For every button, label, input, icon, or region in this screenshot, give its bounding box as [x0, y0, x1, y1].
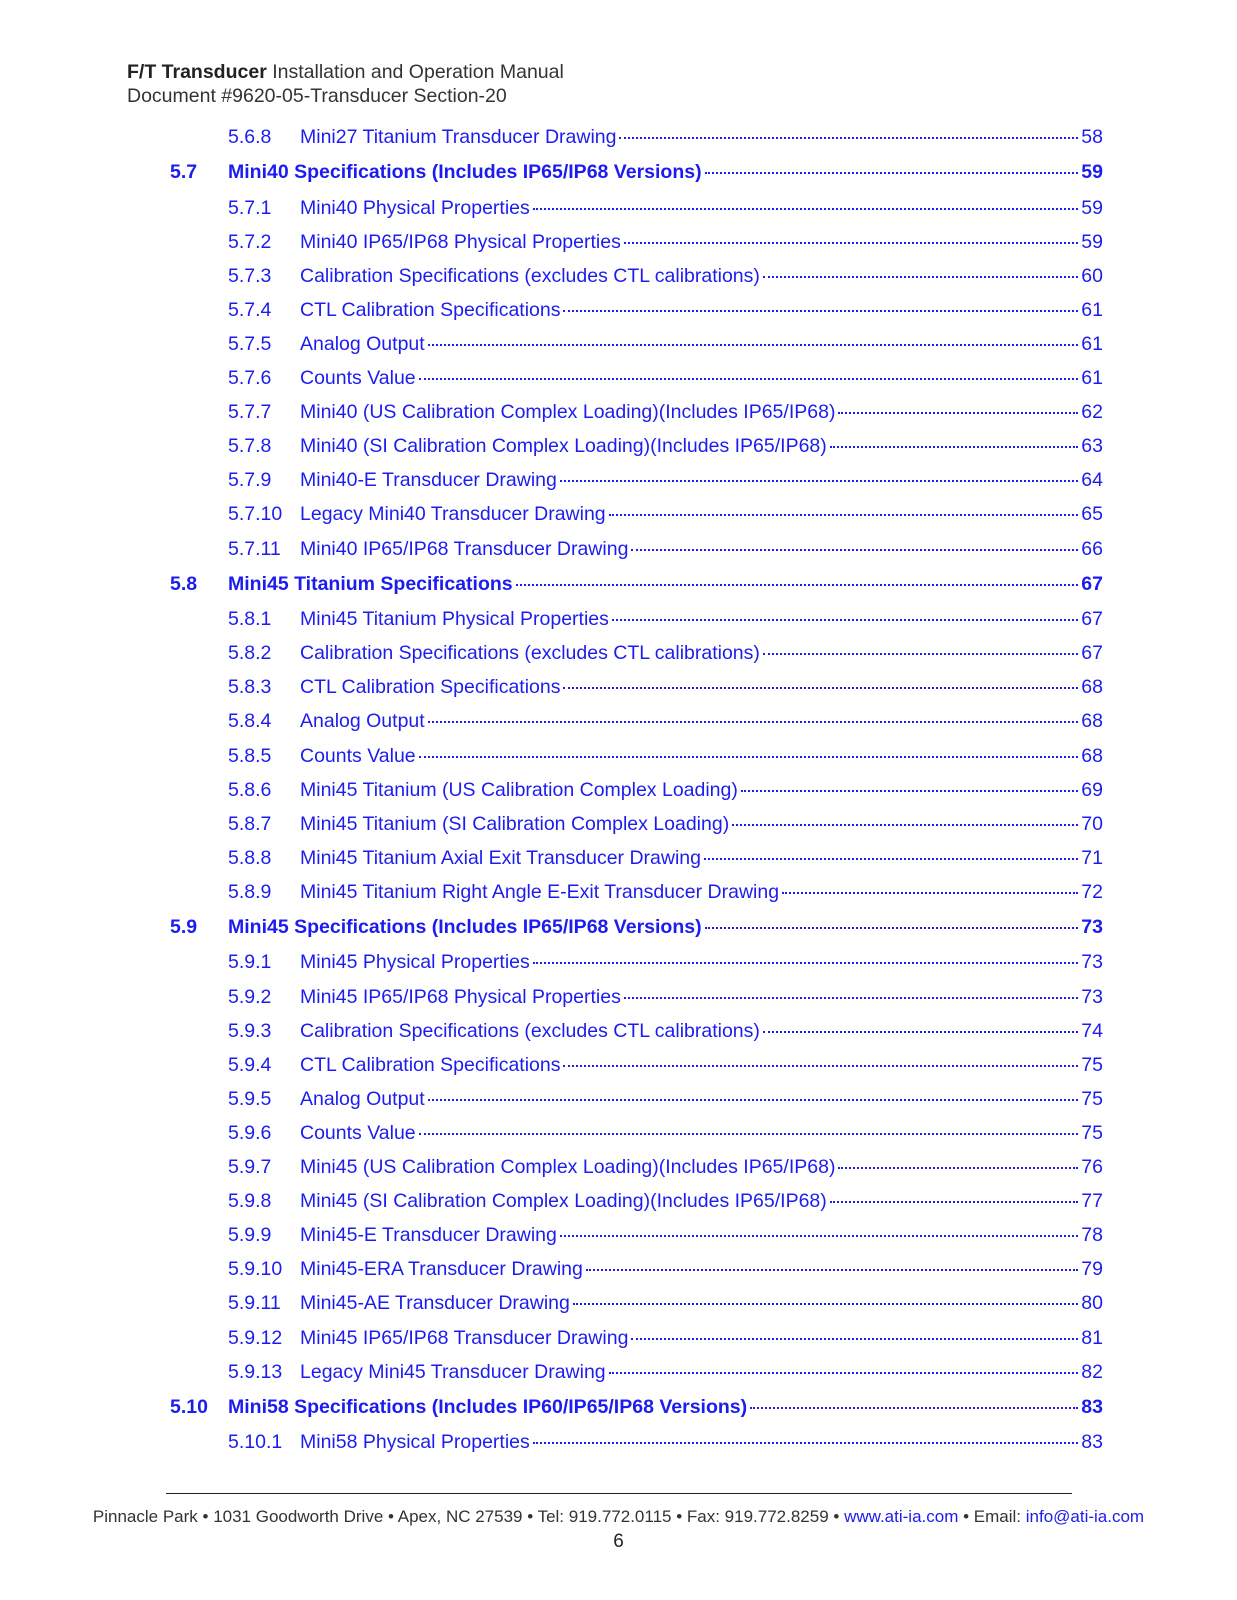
toc-entry-line	[300, 191, 1103, 225]
toc-section-entry[interactable]	[0, 1389, 1237, 1426]
dot-leader	[428, 344, 1079, 346]
manual-title	[127, 60, 564, 84]
toc-entry-title[interactable]: Mini45 Titanium (SI Calibration Complex Loading)	[300, 812, 730, 835]
toc-entry-page[interactable]: 82	[1081, 1360, 1103, 1383]
toc-entry-page[interactable]: 81	[1081, 1326, 1103, 1349]
toc-entry-title[interactable]: CTL Calibration Specifications	[300, 676, 561, 699]
toc-entry-title[interactable]: Mini58 Specifications (Includes IP60/IP65/IP68 Versions)	[228, 1395, 748, 1418]
dot-leader	[419, 378, 1079, 380]
toc-entry-number: 5.7.9	[228, 469, 272, 492]
toc-entry-title[interactable]: Mini45 Titanium Axial Exit Transducer Drawing	[300, 846, 701, 869]
toc-entry-line	[228, 154, 1103, 190]
dot-leader	[741, 790, 1078, 792]
toc-entry[interactable]	[0, 1218, 1237, 1252]
dot-leader	[586, 1269, 1078, 1271]
toc-entry[interactable]	[0, 945, 1237, 979]
toc-entry-title[interactable]: Counts Value	[300, 367, 416, 390]
toc-entry-line	[228, 1389, 1103, 1425]
toc-entry-page[interactable]: 73	[1081, 915, 1103, 938]
toc-entry-number: 5.9.11	[228, 1292, 281, 1315]
toc-entry[interactable]	[0, 327, 1237, 361]
dot-leader	[609, 1372, 1079, 1374]
toc-entry-line	[300, 773, 1103, 807]
toc-entry-page[interactable]: 74	[1081, 1019, 1103, 1042]
toc-entry-number: 5.7.8	[228, 435, 272, 458]
toc-entry-page[interactable]: 61	[1081, 367, 1103, 390]
toc-entry-title[interactable]: Mini45 IP65/IP68 Physical Properties	[300, 985, 621, 1008]
toc-entry-number: 5.9.12	[228, 1326, 283, 1349]
toc-entry-page[interactable]: 75	[1081, 1121, 1103, 1144]
toc-entry-line	[300, 1218, 1103, 1252]
toc-entry[interactable]	[0, 1252, 1237, 1286]
dot-leader	[533, 208, 1079, 210]
toc-entry-line	[300, 293, 1103, 327]
toc-entry-title[interactable]: Calibration Specifications (excludes CTL calibrations)	[300, 264, 760, 287]
toc-entry-title[interactable]: Analog Output	[300, 710, 425, 733]
toc-entry-line	[300, 1014, 1103, 1048]
toc-entry-number: 5.7.4	[228, 298, 272, 321]
toc-entry-title[interactable]: Mini40 IP65/IP68 Physical Properties	[300, 230, 621, 253]
footer-address: Pinnacle Park • 1031 Goodworth Drive • Apex, NC 27539 • Tel: 919.772.0115 • Fax: 919.772.8259 •	[92, 1507, 845, 1526]
toc-entry-number: 5.6.8	[228, 126, 272, 148]
footer-divider	[166, 1493, 1072, 1494]
toc-entry[interactable]	[0, 532, 1237, 566]
toc-entry-line	[300, 1286, 1103, 1320]
toc-entry[interactable]	[0, 1321, 1237, 1355]
toc-entry[interactable]	[0, 1048, 1237, 1082]
toc-entry-number: 5.9.1	[228, 951, 272, 974]
toc-entry-page[interactable]: 60	[1081, 264, 1103, 287]
toc-entry[interactable]	[0, 1082, 1237, 1116]
toc-entry[interactable]	[0, 259, 1237, 293]
toc-entry-number: 5.7.2	[228, 230, 272, 253]
toc-entry-title[interactable]: Mini40 IP65/IP68 Transducer Drawing	[300, 537, 629, 560]
toc-entry-page[interactable]: 78	[1081, 1224, 1103, 1247]
toc-entry-line	[300, 463, 1103, 497]
toc-entry[interactable]	[0, 602, 1237, 636]
toc-entry-page[interactable]: 68	[1081, 710, 1103, 733]
toc-entry-line	[300, 532, 1103, 566]
toc-entry-line	[300, 1150, 1103, 1184]
toc-entry-line	[300, 636, 1103, 670]
toc-entry-line	[300, 1082, 1103, 1116]
toc-entry-number: 5.10	[170, 1395, 208, 1418]
toc-entry[interactable]	[0, 361, 1237, 395]
toc-entry-line	[300, 602, 1103, 636]
toc-entry-line	[300, 739, 1103, 773]
toc-entry-title[interactable]: Mini45 Titanium (US Calibration Complex Loading)	[300, 778, 738, 801]
dot-leader	[763, 1031, 1078, 1033]
toc-entry-line	[300, 1355, 1103, 1389]
toc-entry-number: 5.7.1	[228, 196, 272, 219]
toc-entry-line	[228, 566, 1103, 602]
toc-entry[interactable]	[0, 463, 1237, 497]
toc-entry-page[interactable]: 75	[1081, 1087, 1103, 1110]
toc-entry-number: 5.9.6	[228, 1121, 272, 1144]
dot-leader	[612, 619, 1078, 621]
toc-entry-line	[300, 704, 1103, 738]
toc-entry-title[interactable]: Counts Value	[300, 744, 416, 767]
email-link[interactable]: info@ati-ia.com	[1025, 1507, 1145, 1526]
toc-entry-number: 5.9.4	[228, 1053, 272, 1076]
toc-entry[interactable]	[0, 636, 1237, 670]
toc-entry-line	[300, 497, 1103, 531]
dot-leader	[763, 276, 1078, 278]
toc-entry-line	[300, 670, 1103, 704]
toc-entry-page[interactable]: 75	[1081, 1053, 1103, 1076]
dot-leader	[428, 1099, 1079, 1101]
dot-leader	[705, 172, 1079, 174]
toc-entry-line	[228, 909, 1103, 945]
toc-entry-title[interactable]: Legacy Mini40 Transducer Drawing	[300, 503, 606, 526]
toc-entry[interactable]	[0, 670, 1237, 704]
toc-entry-title[interactable]: Mini45-E Transducer Drawing	[300, 1224, 557, 1247]
toc-entry-number: 5.9	[170, 915, 198, 938]
toc-entry-title[interactable]: Mini40 Specifications (Includes IP65/IP68 Versions)	[228, 161, 702, 184]
table-of-contents	[0, 120, 1237, 1459]
toc-entry[interactable]	[0, 1355, 1237, 1389]
toc-entry-page[interactable]: 61	[1081, 332, 1103, 355]
toc-entry-line	[300, 807, 1103, 841]
toc-entry-page[interactable]: 76	[1081, 1156, 1103, 1179]
dot-leader	[533, 1442, 1079, 1444]
toc-entry-line	[300, 259, 1103, 293]
toc-entry-number: 5.8.5	[228, 744, 272, 767]
toc-entry[interactable]	[0, 875, 1237, 909]
toc-entry-number: 5.9.5	[228, 1087, 272, 1110]
toc-entry-page[interactable]: 59	[1081, 230, 1103, 253]
dot-leader	[830, 1201, 1079, 1203]
toc-entry-page[interactable]: 83	[1081, 1431, 1103, 1454]
toc-entry-title[interactable]: Mini40 (SI Calibration Complex Loading)(Includes IP65/IP68)	[300, 435, 827, 458]
toc-entry-title[interactable]: Mini27 Titanium Transducer Drawing	[300, 126, 617, 148]
dot-leader	[624, 242, 1078, 244]
dot-leader	[573, 1303, 1078, 1305]
toc-entry-page[interactable]: 61	[1081, 298, 1103, 321]
toc-entry[interactable]	[0, 225, 1237, 259]
toc-entry-number: 5.7.5	[228, 332, 272, 355]
toc-entry-title[interactable]: Mini45 Titanium Specifications	[228, 572, 513, 595]
toc-entry-line	[300, 1321, 1103, 1355]
toc-entry-page[interactable]: 70	[1081, 812, 1103, 835]
toc-entry-number: 5.8	[170, 572, 198, 595]
dot-leader	[533, 962, 1079, 964]
toc-entry-line	[300, 1425, 1103, 1459]
dot-leader	[419, 756, 1079, 758]
dot-leader	[631, 549, 1078, 551]
toc-entry-line	[300, 980, 1103, 1014]
toc-entry-line	[300, 1116, 1103, 1150]
toc-entry-number: 5.9.2	[228, 985, 272, 1008]
toc-entry-number: 5.7.10	[228, 503, 283, 526]
toc-entry-page[interactable]: 58	[1081, 126, 1103, 148]
document-number: Document #9620-05-Transducer Section-20	[127, 85, 507, 107]
toc-entry-number: 5.9.13	[228, 1360, 283, 1383]
toc-entry-line	[300, 1048, 1103, 1082]
toc-entry-line	[300, 120, 1103, 154]
footer-email-label: • Email:	[958, 1507, 1026, 1526]
toc-entry-page[interactable]: 67	[1081, 608, 1103, 631]
toc-entry-number: 5.7.3	[228, 264, 272, 287]
toc-entry-page[interactable]: 72	[1081, 880, 1103, 903]
dot-leader	[560, 480, 1078, 482]
toc-entry-line	[300, 875, 1103, 909]
toc-entry-page[interactable]: 68	[1081, 744, 1103, 767]
dot-leader	[563, 310, 1078, 312]
toc-entry-line	[300, 1184, 1103, 1218]
toc-entry-title[interactable]: Counts Value	[300, 1121, 416, 1144]
toc-entry-title[interactable]: Mini45 Titanium Right Angle E-Exit Transducer Drawing	[300, 880, 780, 903]
toc-entry-title[interactable]: Mini45-AE Transducer Drawing	[300, 1292, 570, 1315]
toc-entry-title[interactable]: Mini45 Physical Properties	[300, 951, 530, 974]
toc-entry-number: 5.9.9	[228, 1224, 272, 1247]
toc-entry-page[interactable]: 62	[1081, 401, 1103, 424]
toc-entry-title[interactable]: Analog Output	[300, 1087, 425, 1110]
toc-entry-line	[300, 361, 1103, 395]
manual-subtitle: Installation and Operation Manual	[266, 61, 564, 83]
toc-entry-page[interactable]: 68	[1081, 676, 1103, 699]
dot-leader	[631, 1338, 1078, 1340]
dot-leader	[830, 446, 1079, 448]
dot-leader	[782, 892, 1078, 894]
toc-entry-number: 5.8.6	[228, 778, 272, 801]
toc-entry-number: 5.7.6	[228, 367, 272, 390]
dot-leader	[563, 1065, 1078, 1067]
toc-entry-page[interactable]: 64	[1081, 469, 1103, 492]
toc-entry-line	[300, 945, 1103, 979]
dot-leader	[705, 927, 1079, 929]
dot-leader	[838, 1167, 1078, 1169]
toc-entry-page[interactable]: 73	[1081, 985, 1103, 1008]
toc-entry-title[interactable]: Analog Output	[300, 332, 425, 355]
dot-leader	[838, 412, 1078, 414]
dot-leader	[624, 997, 1078, 999]
toc-entry-page[interactable]: 63	[1081, 435, 1103, 458]
toc-entry-page[interactable]: 66	[1081, 537, 1103, 560]
toc-entry-page[interactable]: 80	[1081, 1292, 1103, 1315]
toc-entry-number: 5.9.3	[228, 1019, 272, 1042]
toc-entry-title[interactable]: Legacy Mini45 Transducer Drawing	[300, 1360, 606, 1383]
toc-entry-line	[300, 841, 1103, 875]
toc-entry[interactable]	[0, 1150, 1237, 1184]
product-name: F/T Transducer	[127, 61, 267, 83]
dot-leader	[563, 687, 1078, 689]
page-footer	[0, 1507, 1237, 1527]
toc-entry[interactable]	[0, 1116, 1237, 1150]
toc-entry[interactable]	[0, 120, 1237, 154]
toc-entry-page[interactable]: 79	[1081, 1258, 1103, 1281]
page-number: 6	[613, 1531, 624, 1552]
toc-entry[interactable]	[0, 1184, 1237, 1218]
toc-section-entry[interactable]	[0, 154, 1237, 191]
toc-section-entry[interactable]	[0, 909, 1237, 946]
toc-entry-number: 5.8.4	[228, 710, 272, 733]
toc-entry-title[interactable]: Mini45-ERA Transducer Drawing	[300, 1258, 583, 1281]
toc-entry-title[interactable]: Mini45 (SI Calibration Complex Loading)(Includes IP65/IP68)	[300, 1190, 827, 1213]
toc-entry-page[interactable]: 83	[1081, 1395, 1103, 1418]
dot-leader	[732, 824, 1078, 826]
toc-entry-title[interactable]: CTL Calibration Specifications	[300, 1053, 561, 1076]
toc-entry-page[interactable]: 65	[1081, 503, 1103, 526]
page-header	[127, 60, 564, 108]
toc-entry-title[interactable]: Mini45 Titanium Physical Properties	[300, 608, 609, 631]
toc-entry-title[interactable]: Mini45 IP65/IP68 Transducer Drawing	[300, 1326, 629, 1349]
toc-entry[interactable]	[0, 293, 1237, 327]
toc-entry[interactable]	[0, 497, 1237, 531]
dot-leader	[619, 137, 1078, 139]
toc-entry-title[interactable]: Mini45 (US Calibration Complex Loading)(Includes IP65/IP68)	[300, 1156, 836, 1179]
toc-entry-page[interactable]: 71	[1081, 846, 1103, 869]
dot-leader	[704, 858, 1078, 860]
toc-entry-title[interactable]: Calibration Specifications (excludes CTL calibrations)	[300, 642, 760, 665]
toc-entry[interactable]	[0, 1286, 1237, 1320]
toc-entry-number: 5.10.1	[228, 1431, 283, 1454]
toc-entry[interactable]	[0, 429, 1237, 463]
toc-entry-number: 5.8.9	[228, 880, 272, 903]
toc-entry-number: 5.7	[170, 161, 198, 184]
toc-entry-page[interactable]: 73	[1081, 951, 1103, 974]
toc-entry-number: 5.9.7	[228, 1156, 272, 1179]
toc-entry-number: 5.9.8	[228, 1190, 272, 1213]
toc-entry-number: 5.7.7	[228, 401, 272, 424]
dot-leader	[419, 1133, 1079, 1135]
toc-entry-number: 5.8.8	[228, 846, 272, 869]
dot-leader	[763, 653, 1078, 655]
toc-entry-number: 5.8.7	[228, 812, 272, 835]
website-link[interactable]: www.ati-ia.com	[844, 1507, 959, 1526]
dot-leader	[428, 721, 1079, 723]
toc-entry-line	[300, 225, 1103, 259]
toc-entry-title[interactable]: Mini40-E Transducer Drawing	[300, 469, 557, 492]
toc-entry-title[interactable]: Calibration Specifications (excludes CTL calibrations)	[300, 1019, 760, 1042]
toc-entry[interactable]	[0, 191, 1237, 225]
toc-entry-number: 5.7.11	[228, 537, 281, 560]
toc-entry-number: 5.8.3	[228, 676, 272, 699]
toc-entry[interactable]	[0, 739, 1237, 773]
toc-entry-page[interactable]: 59	[1081, 196, 1103, 219]
toc-entry-page[interactable]: 67	[1081, 642, 1103, 665]
toc-entry[interactable]	[0, 807, 1237, 841]
toc-entry-title[interactable]: Mini40 Physical Properties	[300, 196, 530, 219]
toc-entry-line	[300, 395, 1103, 429]
toc-entry-number: 5.8.1	[228, 608, 272, 631]
toc-entry[interactable]	[0, 980, 1237, 1014]
toc-entry[interactable]	[0, 395, 1237, 429]
dot-leader	[609, 514, 1079, 516]
toc-entry-page[interactable]: 77	[1081, 1190, 1103, 1213]
toc-entry-page[interactable]: 67	[1081, 572, 1103, 595]
toc-entry-title[interactable]: Mini45 Specifications (Includes IP65/IP68 Versions)	[228, 915, 702, 938]
toc-section-entry[interactable]	[0, 566, 1237, 603]
toc-entry-title[interactable]: Mini40 (US Calibration Complex Loading)(Includes IP65/IP68)	[300, 401, 836, 424]
toc-entry-line	[300, 1252, 1103, 1286]
toc-entry[interactable]	[0, 1014, 1237, 1048]
dot-leader	[560, 1235, 1078, 1237]
toc-entry-title[interactable]: Mini58 Physical Properties	[300, 1431, 530, 1454]
toc-entry-page[interactable]: 69	[1081, 778, 1103, 801]
toc-entry-line	[300, 429, 1103, 463]
toc-entry[interactable]	[0, 773, 1237, 807]
toc-entry-line	[300, 327, 1103, 361]
dot-leader	[750, 1407, 1078, 1409]
toc-entry-number: 5.9.10	[228, 1258, 283, 1281]
toc-entry[interactable]	[0, 841, 1237, 875]
toc-entry-number: 5.8.2	[228, 642, 272, 665]
toc-entry[interactable]	[0, 704, 1237, 738]
toc-entry-page[interactable]: 59	[1081, 161, 1103, 184]
toc-entry[interactable]	[0, 1425, 1237, 1459]
toc-entry-title[interactable]: CTL Calibration Specifications	[300, 298, 561, 321]
dot-leader	[516, 584, 1079, 586]
